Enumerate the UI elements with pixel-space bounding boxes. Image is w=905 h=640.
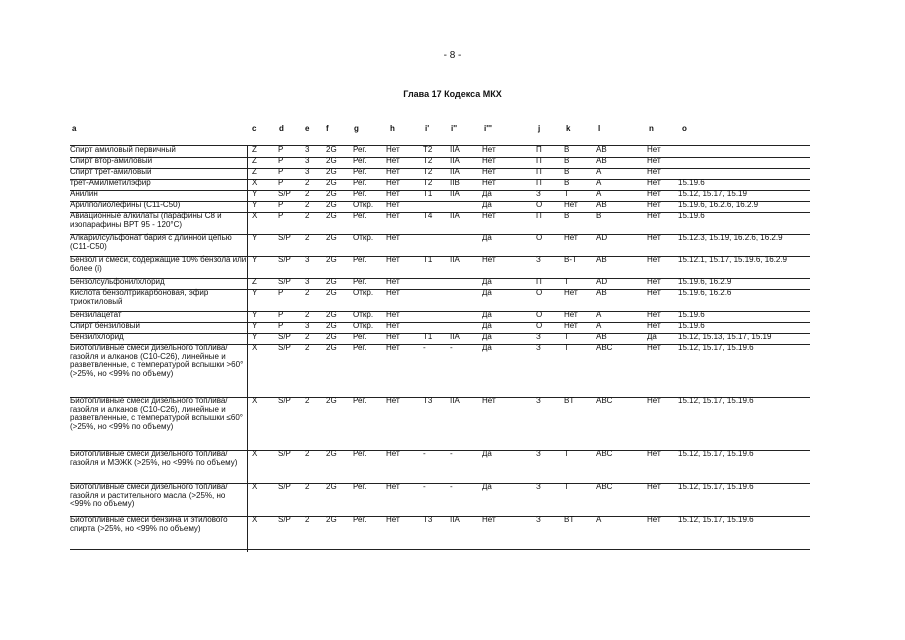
product-name-cell: Спирт втор-амиловый (70, 156, 153, 165)
table-cell: IIA (450, 167, 460, 176)
table-row (70, 344, 810, 398)
table-cell: Нет (482, 145, 496, 154)
table-cell: Нет (647, 211, 661, 220)
table-cell: ABC (596, 343, 613, 352)
table-cell: 2G (326, 200, 337, 209)
table-cell: IIA (450, 396, 460, 405)
table-cell: ABC (596, 449, 613, 458)
product-name-cell: Бензилацетат (70, 310, 122, 319)
product-name-cell: Кислота бензолтрикарбоновая, эфир триоктиловый (70, 288, 209, 306)
table-cell: Y (252, 332, 258, 341)
table-cell: P (278, 156, 284, 165)
table-cell: ABC (596, 482, 613, 491)
table-cell: Рег. (353, 156, 367, 165)
table-cell: T (564, 482, 569, 491)
table-cell: IIA (450, 255, 460, 264)
table-cell: 2G (326, 310, 337, 319)
table-cell: Да (482, 310, 492, 319)
table-cell: Нет (647, 178, 661, 187)
table-cell: Нет (386, 200, 400, 209)
table-cell: Нет (386, 310, 400, 319)
table-cell: A (596, 515, 602, 524)
table-cell: A (596, 321, 602, 330)
product-name-cell: Алкарилсульфонат бария с длинной цепью (C11-C50) (70, 233, 232, 251)
table-cell: Z (252, 277, 257, 286)
table-cell: B-T (564, 255, 577, 264)
table-cell: Нет (386, 145, 400, 154)
table-cell: T (564, 277, 569, 286)
column-header-13: l (598, 124, 601, 133)
table-cell: 2G (326, 482, 337, 491)
table-cell: IIA (450, 189, 460, 198)
table-cell: S/P (278, 277, 291, 286)
table-cell: Нет (564, 200, 578, 209)
table-cell: Нет (564, 288, 578, 297)
table-cell: T1 (423, 255, 433, 264)
table-cell: T (564, 332, 569, 341)
table-cell: X (252, 211, 258, 220)
table-cell: T (564, 449, 569, 458)
table-cell: 15.19.6, 16.2.9 (678, 277, 732, 286)
table-cell: Да (482, 200, 492, 209)
product-name-cell: Бензолсульфонилхлорид (70, 277, 165, 286)
table-cell: A (596, 167, 602, 176)
table-cell: 2 (305, 310, 310, 319)
table-cell: О (536, 200, 543, 209)
table-cell: Рег. (353, 189, 367, 198)
table-cell: A (596, 189, 602, 198)
table-cell: 2 (305, 482, 310, 491)
table-cell: П (536, 145, 542, 154)
table-cell: З (536, 343, 541, 352)
table-cell: B (564, 178, 570, 187)
table-cell: A (596, 178, 602, 187)
table-cell: - (450, 449, 453, 458)
table-cell: З (536, 255, 541, 264)
table-cell: T1 (423, 189, 433, 198)
table-cell: П (536, 211, 542, 220)
product-name-cell: Биотопливные смеси дизельного топлива/газойля и растительного масла (>25%, но <99% по объему) (70, 482, 228, 509)
table-cell: П (536, 156, 542, 165)
table-cell: P (278, 211, 284, 220)
page-title: Глава 17 Кодекса МКХ (403, 89, 502, 99)
table-cell: 15.19.6 (678, 321, 705, 330)
table-cell: Нет (647, 167, 661, 176)
table-row (70, 256, 810, 279)
table-cell: Нет (647, 449, 661, 458)
table-cell: AB (596, 200, 607, 209)
table-cell: P (278, 321, 284, 330)
column-header-7: h (390, 124, 395, 133)
product-name-cell: трет-Амилметилэфир (70, 178, 151, 187)
table-cell: BT (564, 396, 575, 405)
table-cell: 3 (305, 321, 310, 330)
table-cell: Нет (647, 156, 661, 165)
table-cell: 15.12, 15.17, 15.19 (678, 189, 747, 198)
table-cell: T2 (423, 178, 433, 187)
table-cell: AB (596, 332, 607, 341)
table-cell: 15.19.6 (678, 178, 705, 187)
table-cell: 15.19.6, 16.2.6 (678, 288, 732, 297)
table-cell: Нет (647, 482, 661, 491)
table-cell: Нет (386, 288, 400, 297)
table-cell: Нет (482, 211, 496, 220)
table-cell: 15.12, 15.13, 15.17, 15.19 (678, 332, 772, 341)
table-cell: Нет (647, 288, 661, 297)
table-cell: X (252, 515, 258, 524)
table-cell: 2G (326, 277, 337, 286)
table-cell: P (278, 200, 284, 209)
table-cell: Нет (386, 167, 400, 176)
table-cell: О (536, 310, 543, 319)
table-cell: Нет (386, 156, 400, 165)
product-name-cell: Биотопливные смеси дизельного топлива/газойля и алканов (C10-C26), линейные и разветвленные, с температурой вспышки >60° (>25%, но <99% по объему) (70, 343, 244, 378)
table-cell: З (536, 449, 541, 458)
table-cell: - (423, 343, 426, 352)
table-cell: Нет (647, 515, 661, 524)
table-cell: S/P (278, 255, 291, 264)
table-cell: IIA (450, 156, 460, 165)
table-cell: Y (252, 310, 258, 319)
table-cell: AB (596, 255, 607, 264)
table-cell: Рег. (353, 211, 367, 220)
table-cell: Нет (564, 233, 578, 242)
table-cell: Да (482, 288, 492, 297)
table-cell: Нет (386, 449, 400, 458)
table-cell: З (536, 482, 541, 491)
table-cell: 3 (305, 145, 310, 154)
column-header-6: g (354, 124, 359, 133)
table-cell: 2G (326, 343, 337, 352)
table-cell: 2G (326, 189, 337, 198)
table-cell: 2 (305, 189, 310, 198)
table-cell: Нет (386, 515, 400, 524)
table-cell: Нет (482, 255, 496, 264)
table-cell: 15.12.3, 15.19, 16.2.6, 16.2.9 (678, 233, 783, 242)
table-cell: Нет (386, 178, 400, 187)
table-cell: Рег. (353, 396, 367, 405)
table-cell: Нет (482, 156, 496, 165)
table-cell: 2G (326, 332, 337, 341)
table-cell: X (252, 449, 258, 458)
table-cell: Нет (647, 233, 661, 242)
table-cell: B (596, 211, 602, 220)
table-cell: Нет (647, 396, 661, 405)
table-cell: 2 (305, 515, 310, 524)
table-cell: Y (252, 200, 258, 209)
table-cell: 2G (326, 255, 337, 264)
table-cell: Рег. (353, 277, 367, 286)
table-cell: X (252, 178, 258, 187)
table-cell: S/P (278, 343, 291, 352)
table-cell: Рег. (353, 145, 367, 154)
table-cell: Рег. (353, 255, 367, 264)
table-cell: T (564, 343, 569, 352)
page-number: - 8 - (443, 50, 462, 61)
table-row (70, 450, 810, 484)
table-cell: S/P (278, 515, 291, 524)
table-cell: 2G (326, 156, 337, 165)
table-cell: Рег. (353, 167, 367, 176)
table-cell: П (536, 178, 542, 187)
column-header-9: i'' (451, 124, 458, 133)
table-row (70, 397, 810, 451)
column-header-1: a (72, 124, 77, 133)
table-cell: Нет (647, 189, 661, 198)
table-cell: О (536, 321, 543, 330)
table-cell: 2G (326, 288, 337, 297)
table-cell: Нет (647, 145, 661, 154)
table-cell: 2G (326, 233, 337, 242)
table-cell: X (252, 343, 258, 352)
table-cell: Нет (647, 343, 661, 352)
product-name-cell: Биотопливные смеси дизельного топлива/газойля и МЭЖК (>25%, но <99% по объему) (70, 449, 238, 467)
table-cell: Y (252, 233, 258, 242)
table-cell: З (536, 396, 541, 405)
table-cell: S/P (278, 449, 291, 458)
table-cell: P (278, 288, 284, 297)
table-cell: 2G (326, 515, 337, 524)
product-name-cell: Спирт трет-амиловый (70, 167, 152, 176)
column-header-3: d (279, 124, 284, 133)
table-cell: S/P (278, 233, 291, 242)
product-name-cell: Арилполиолефины (C11-C50) (70, 200, 181, 209)
table-cell: BT (564, 515, 575, 524)
table-cell: Откр. (353, 288, 374, 297)
table-row (70, 289, 810, 312)
table-cell: Откр. (353, 321, 374, 330)
table-cell: 15.12.1, 15.17, 15.19.6, 16.2.9 (678, 255, 787, 264)
table-cell: Нет (647, 277, 661, 286)
table-cell: B (564, 145, 570, 154)
table-cell: 15.19.6 (678, 310, 705, 319)
column-header-10: i''' (484, 124, 492, 133)
column-header-12: k (566, 124, 571, 133)
table-cell: AB (596, 156, 607, 165)
product-name-cell: Авиационные алкилаты (парафины C8 и изопарафины ВРТ 95 - 120°C) (70, 211, 222, 229)
table-cell: T3 (423, 515, 433, 524)
table-cell: Нет (482, 396, 496, 405)
table-cell: AB (596, 288, 607, 297)
table-cell: IIB (450, 178, 460, 187)
table-cell: P (278, 145, 284, 154)
table-cell: Y (252, 255, 258, 264)
column-header-4: e (305, 124, 310, 133)
table-cell: AD (596, 277, 608, 286)
table-cell: 2 (305, 332, 310, 341)
table-cell: Нет (386, 343, 400, 352)
table-cell: Нет (386, 277, 400, 286)
table-cell: IIA (450, 211, 460, 220)
table-cell: Рег. (353, 449, 367, 458)
table-cell: S/P (278, 396, 291, 405)
column-header-5: f (326, 124, 329, 133)
table-cell: Рег. (353, 178, 367, 187)
table-cell: Нет (482, 167, 496, 176)
table-cell: Нет (647, 200, 661, 209)
table-cell: Да (482, 482, 492, 491)
table-cell: T2 (423, 156, 433, 165)
table-cell: P (278, 167, 284, 176)
product-name-cell: Биотопливные смеси бензина и этилового спирта (>25%, но <99% по объему) (70, 515, 228, 533)
table-cell: Да (482, 332, 492, 341)
table-cell: S/P (278, 482, 291, 491)
table-cell: 15.19.6 (678, 211, 705, 220)
table-cell: S/P (278, 332, 291, 341)
table-cell: Y (252, 189, 258, 198)
table-cell: T3 (423, 396, 433, 405)
table-cell: 2G (326, 396, 337, 405)
table-cell: T (564, 189, 569, 198)
table-cell: 15.12, 15.17, 15.19.6 (678, 343, 754, 352)
table-cell: Откр. (353, 233, 374, 242)
table-cell: Да (482, 343, 492, 352)
table-cell: - (450, 343, 453, 352)
table-cell: B (564, 156, 570, 165)
table-cell: AB (596, 145, 607, 154)
table-cell: - (423, 449, 426, 458)
table-cell: IIA (450, 515, 460, 524)
table-cell: Нет (386, 482, 400, 491)
product-name-cell: Анилин (70, 189, 98, 198)
table-cell: 3 (305, 167, 310, 176)
table-cell: Нет (386, 321, 400, 330)
table-cell: Откр. (353, 310, 374, 319)
table-cell: S/P (278, 189, 291, 198)
table-cell: 3 (305, 255, 310, 264)
table-cell: 2 (305, 178, 310, 187)
table-cell: 2 (305, 233, 310, 242)
table-cell: Z (252, 145, 257, 154)
table-cell: Да (482, 321, 492, 330)
table-cell: Y (252, 321, 258, 330)
table-cell: Нет (386, 332, 400, 341)
table-cell: Нет (647, 310, 661, 319)
table-cell: 2 (305, 200, 310, 209)
table-cell: Рег. (353, 332, 367, 341)
table-cell: 2G (326, 167, 337, 176)
table-cell: X (252, 482, 258, 491)
table-cell: 15.12, 15.17, 15.19.6 (678, 482, 754, 491)
table-cell: 15.12, 15.17, 15.19.6 (678, 449, 754, 458)
table-cell: 3 (305, 277, 310, 286)
table-cell: 2G (326, 211, 337, 220)
table-cell: IIA (450, 332, 460, 341)
product-name-cell: Бензилхлорид (70, 332, 124, 341)
table-cell: ABC (596, 396, 613, 405)
table-cell: Нет (386, 255, 400, 264)
table-cell: 2G (326, 321, 337, 330)
column-header-2: c (252, 124, 257, 133)
table-cell: 15.12, 15.17, 15.19.6 (678, 515, 754, 524)
table-cell: T4 (423, 211, 433, 220)
table-cell: T1 (423, 332, 433, 341)
column-header-8: i' (425, 124, 430, 133)
product-name-cell: Бензол и смеси, содержащие 10% бензола или более (i) (70, 255, 247, 273)
table-cell: З (536, 332, 541, 341)
table-cell: 2G (326, 145, 337, 154)
table-cell: Нет (386, 211, 400, 220)
table-cell: - (423, 482, 426, 491)
table-cell: X (252, 396, 258, 405)
table-cell: Нет (482, 178, 496, 187)
table-cell: П (536, 277, 542, 286)
table-cell: Нет (386, 233, 400, 242)
table-row (70, 483, 810, 517)
table-cell: Да (482, 189, 492, 198)
column-header-11: j (538, 124, 541, 133)
table-cell: 2 (305, 449, 310, 458)
table-cell: Нет (647, 321, 661, 330)
table-cell: О (536, 288, 543, 297)
table-cell: 15.19.6, 16.2.6, 16.2.9 (678, 200, 759, 209)
table-cell: Y (252, 288, 258, 297)
table-cell: П (536, 167, 542, 176)
table-cell: Рег. (353, 482, 367, 491)
table-cell: IIA (450, 145, 460, 154)
table-cell: 2 (305, 343, 310, 352)
product-name-cell: Спирт амиловый первичный (70, 145, 176, 154)
table-cell: Нет (386, 189, 400, 198)
table-cell: Да (482, 233, 492, 242)
table-cell: - (450, 482, 453, 491)
table-cell: 3 (305, 156, 310, 165)
table-cell: 15.12, 15.17, 15.19.6 (678, 396, 754, 405)
table-cell: A (596, 310, 602, 319)
column-header-14: n (649, 124, 654, 133)
table-cell: Откр. (353, 200, 374, 209)
table-cell: Да (482, 277, 492, 286)
table-cell: Нет (564, 321, 578, 330)
table-cell: T2 (423, 167, 433, 176)
table-cell: 2 (305, 288, 310, 297)
table-row (70, 212, 810, 235)
product-name-cell: Спирт бензиловый (70, 321, 140, 330)
table-cell: Нет (482, 515, 496, 524)
table-cell: 2G (326, 178, 337, 187)
column-header-15: o (682, 124, 687, 133)
table-cell: B (564, 167, 570, 176)
table-cell: AD (596, 233, 608, 242)
table-cell: B (564, 211, 570, 220)
table-cell: Z (252, 156, 257, 165)
table-cell: T2 (423, 145, 433, 154)
table-cell: Да (482, 449, 492, 458)
table-cell: Z (252, 167, 257, 176)
table-cell: Рег. (353, 343, 367, 352)
table-cell: Да (647, 332, 657, 341)
table-cell: З (536, 189, 541, 198)
table-cell: P (278, 310, 284, 319)
table-cell: О (536, 233, 543, 242)
table-cell: Рег. (353, 515, 367, 524)
table-cell: 2 (305, 211, 310, 220)
table-cell: Нет (647, 255, 661, 264)
table-cell: Нет (386, 396, 400, 405)
table-cell: Нет (564, 310, 578, 319)
table-cell: P (278, 178, 284, 187)
table-cell: 2 (305, 396, 310, 405)
product-name-cell: Биотопливные смеси дизельного топлива/газойля и алканов (C10-C26), линейные и разветвленные, с температурой вспышки ≤60° (>25%, но <99% по объему) (70, 396, 243, 431)
table-cell: 2G (326, 449, 337, 458)
table-row (70, 516, 810, 550)
table-cell: З (536, 515, 541, 524)
table-row (70, 234, 810, 257)
